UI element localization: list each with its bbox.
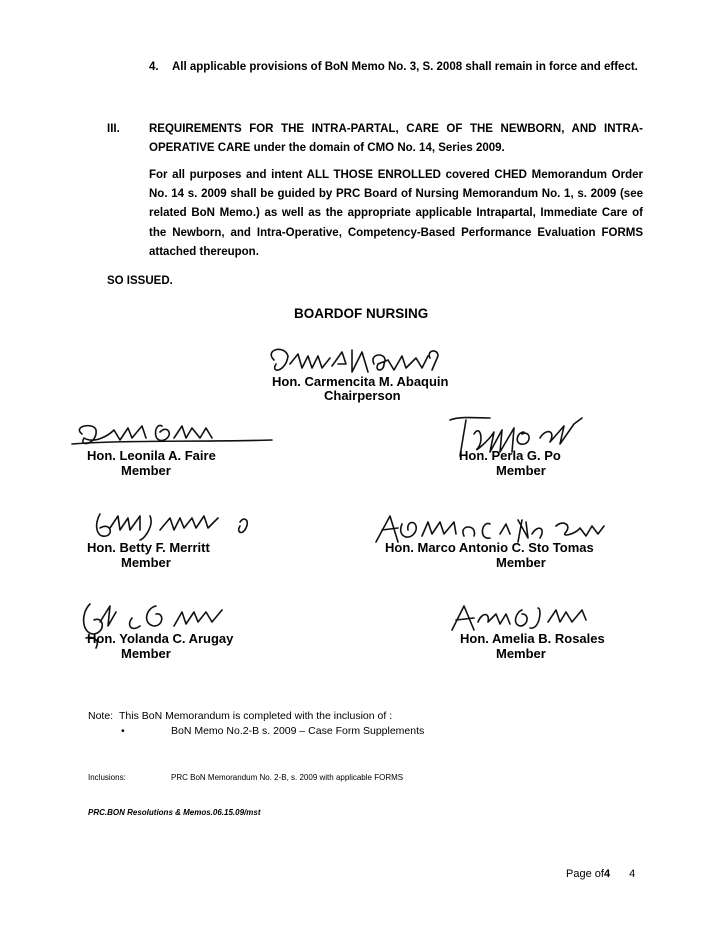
member-4-name: Hon. Marco Antonio C. Sto Tomas (385, 540, 594, 555)
footer-reference: PRC.BON Resolutions & Memos.06.15.09/mst (88, 808, 261, 817)
member-3-name: Hon. Betty F. Merritt (87, 540, 210, 555)
chair-name: Hon. Carmencita M. Abaquin (272, 374, 449, 389)
member-2-role: Member (496, 463, 546, 478)
member-5-role: Member (121, 646, 171, 661)
inclusions-text: PRC BoN Memorandum No. 2-B, s. 2009 with applicable FORMS (171, 773, 404, 782)
member-4-role: Member (496, 555, 546, 570)
page-label: Page (566, 868, 592, 880)
note-bullet: • (121, 725, 125, 737)
note-text: This BoN Memorandum is completed with the inclusion of : (119, 710, 393, 722)
note-label: Note: (88, 710, 114, 722)
item-number: 4. (149, 61, 159, 73)
member-6-name: Hon. Amelia B. Rosales (460, 631, 605, 646)
member-1-role: Member (121, 463, 171, 478)
note-bullet-text: BoN Memo No.2-B s. 2009 – Case Form Supplements (171, 725, 425, 737)
member-5-name: Hon. Yolanda C. Arugay (87, 631, 234, 646)
page-total: 4 (603, 868, 611, 880)
page-of-label: of (594, 868, 604, 880)
member-6-role: Member (496, 646, 546, 661)
inclusions-label: Inclusions: (88, 773, 126, 782)
member-2-name: Hon. Perla G. Po (459, 448, 561, 463)
so-issued: SO ISSUED. (107, 275, 173, 287)
section-body: For all purposes and intent ALL THOSE ENROLLED covered CHED Memorandum Order No. 14 s. 2009 shall be guided by PRC Board of Nursing Memorandum No. 1, s. 2009 (see related BoN Memo.) as well as the appropriate applicable Intrapartal, Immediate Care of the Newborn, and Intra-Operative, Competency-Based Performance Evaluation FORMS attached thereupon. (149, 169, 643, 258)
section-heading: REQUIREMENTS FOR THE INTRA-PARTAL, CARE OF THE NEWBORN, AND INTRA-OPERATIVE CARE under the domain of CMO No. 14, Series 2009. (149, 123, 643, 155)
member-1-name: Hon. Leonila A. Faire (87, 448, 216, 463)
page-current: 4 (629, 868, 636, 880)
section-numeral: III. (107, 123, 120, 135)
page-footer (566, 868, 635, 880)
member-3-role: Member (121, 555, 171, 570)
item-text: All applicable provisions of BoN Memo No. 3, S. 2008 shall remain in force and effect. (172, 61, 638, 73)
chair-role: Chairperson (324, 388, 401, 403)
board-title: BOARDOF NURSING (294, 306, 429, 321)
